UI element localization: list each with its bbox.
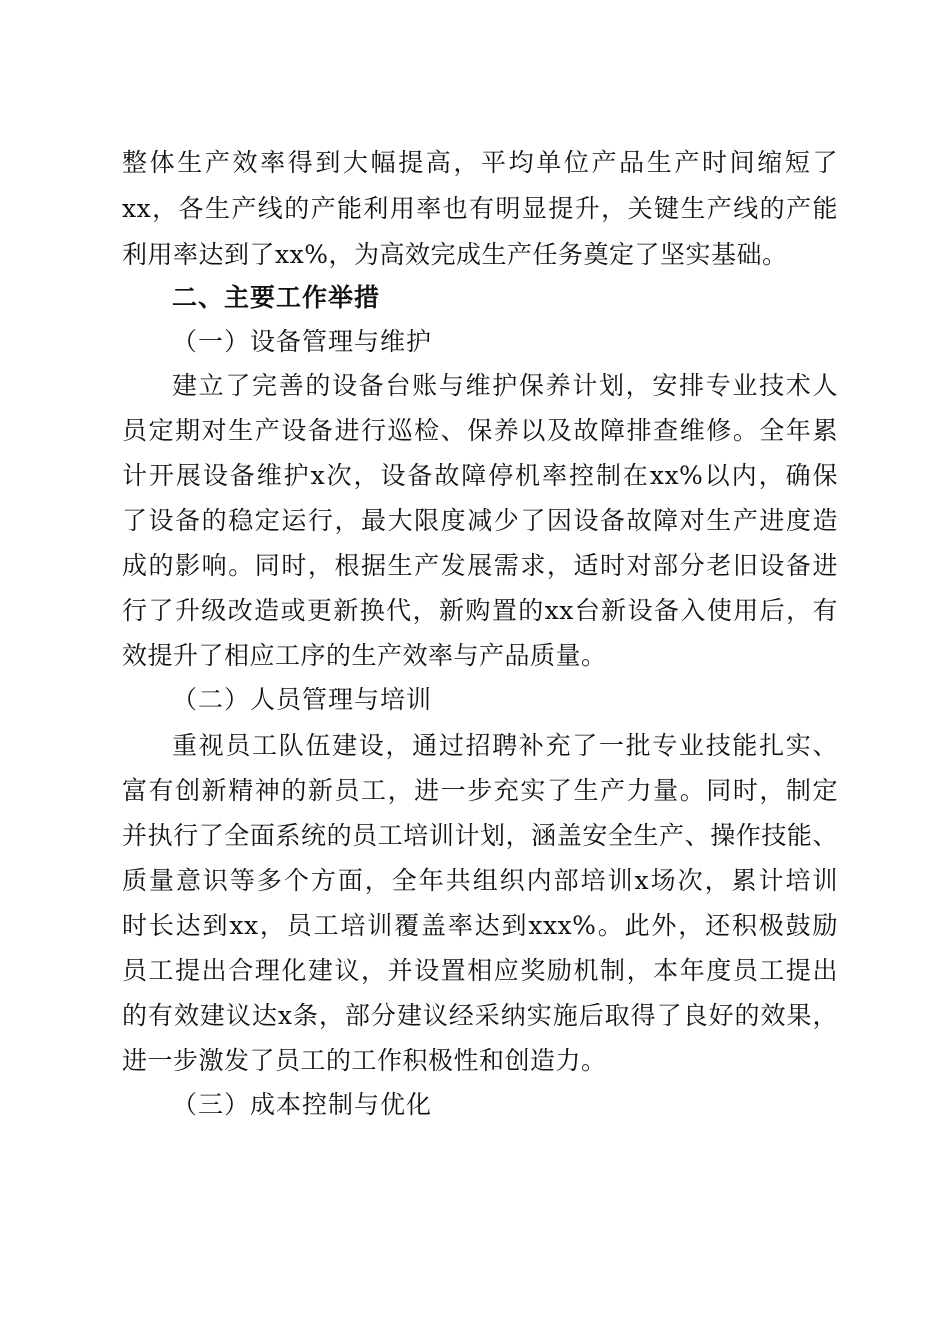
- sub2-line-2: 富有创新精神的新员工，进一步充实了生产力量。同时，制定: [122, 776, 838, 805]
- sub3-heading: （三）成本控制与优化: [172, 1090, 433, 1119]
- sub2-heading: （二）人员管理与培训: [172, 685, 433, 714]
- intro-line-1: 整体生产效率得到大幅提高，平均单位产品生产时间缩短了: [122, 148, 838, 177]
- sub2-line-1: 重视员工队伍建设，通过招聘补充了一批专业技能扎实、: [172, 731, 838, 760]
- sub1-line-4: 了设备的稳定运行，最大限度减少了因设备故障对生产进度造: [122, 506, 838, 535]
- sub2-line-8: 进一步激发了员工的工作积极性和创造力。: [122, 1046, 607, 1075]
- sub1-line-2: 员定期对生产设备进行巡检、保养以及故障排查维修。全年累: [122, 416, 838, 445]
- sub1-line-3: 计开展设备维护x次，设备故障停机率控制在xx%以内，确保: [122, 461, 838, 490]
- intro-line-2: xx，各生产线的产能利用率也有明显提升，关键生产线的产能: [122, 194, 838, 223]
- sub2-line-3: 并执行了全面系统的员工培训计划，涵盖安全生产、操作技能、: [122, 821, 838, 850]
- sub2-line-4: 质量意识等多个方面，全年共组织内部培训x场次，累计培训: [122, 866, 838, 895]
- sub2-line-6: 员工提出合理化建议，并设置相应奖励机制，本年度员工提出: [122, 956, 838, 985]
- section-heading: 二、主要工作举措: [172, 283, 381, 312]
- sub1-line-1: 建立了完善的设备台账与维护保养计划，安排专业技术人: [172, 371, 838, 400]
- sub1-line-6: 行了升级改造或更新换代，新购置的xx台新设备入使用后，有: [122, 596, 838, 625]
- sub1-heading: （一）设备管理与维护: [172, 327, 433, 356]
- sub1-line-5: 成的影响。同时，根据生产发展需求，适时对部分老旧设备进: [122, 551, 838, 580]
- sub1-line-7: 效提升了相应工序的生产效率与产品质量。: [122, 641, 607, 670]
- intro-line-3: 利用率达到了xx%，为高效完成生产任务奠定了坚实基础。: [122, 240, 788, 269]
- sub2-line-5: 时长达到xx，员工培训覆盖率达到xxx%。此外，还积极鼓励: [122, 911, 838, 940]
- sub2-line-7: 的有效建议达x条，部分建议经采纳实施后取得了良好的效果，: [122, 1001, 838, 1030]
